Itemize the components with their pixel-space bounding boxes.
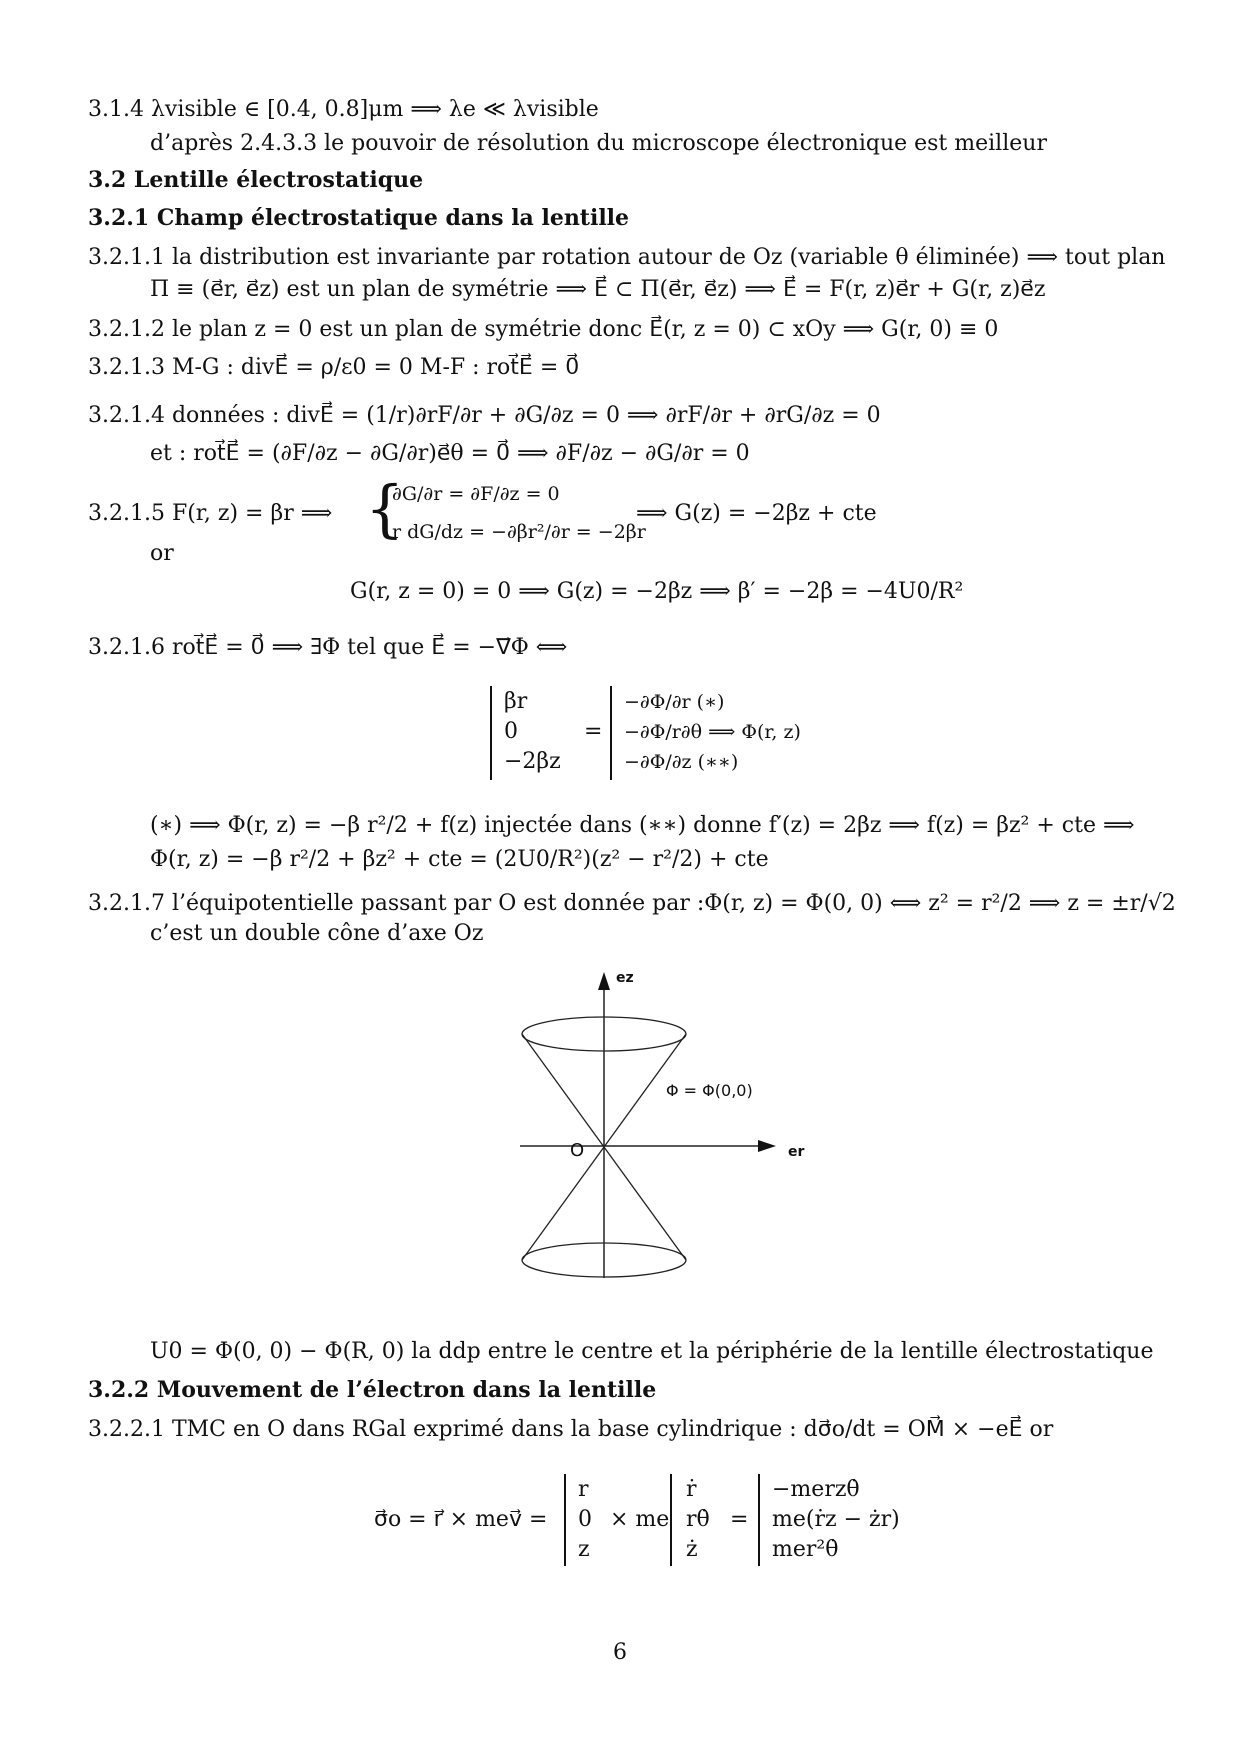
heading-3-2-2: 3.2.2 Mouvement de l’électron dans la lentille [88,1377,657,1403]
vector-entry: ṙ [686,1477,697,1502]
vector-entry: −merzθ̇ [772,1477,860,1502]
matrix-entry: −∂Φ/∂z (∗∗) [624,751,739,773]
section-3-2-1-4-cont: et : rot⃗E⃗ = (∂F/∂z − ∂G/∂r)e⃗θ = 0⃗ ⟹ ∂F/∂z − ∂G/∂r = 0 [150,441,750,466]
vector-entry: rθ̇ [686,1507,710,1532]
matrix-equals: = [584,719,603,744]
vector-entry: ż [686,1537,698,1562]
section-3-2-1-1: 3.2.1.1 la distribution est invariante par rotation autour de Oz (variable θ éliminée) ⟹ tout plan [88,245,1166,270]
section-3-2-1-5-line2: r dG/dz = −∂βr²/∂r = −2βr [392,521,646,543]
section-3-2-1-1-cont: Π ≡ (e⃗r, e⃗z) est un plan de symétrie ⟹ E⃗ ⊂ Π(e⃗r, e⃗z) ⟹ E⃗ = F(r, z)e⃗r + G(r, z)e⃗z [150,277,1046,302]
section-3-2-1-6: 3.2.1.6 rot⃗E⃗ = 0⃗ ⟹ ∃Φ tel que E⃗ = −∇⃗Φ ⟺ [88,635,568,660]
er-label: er [788,1144,805,1160]
section-3-2-1-2: 3.2.1.2 le plan z = 0 est un plan de symétrie donc E⃗(r, z = 0) ⊂ xOy ⟹ G(r, 0) ≡ 0 [88,317,999,342]
section-3-2-1-5-result: ⟹ G(z) = −2βz + cte [636,501,877,526]
vector-entry: 0 [578,1507,592,1532]
matrix-entry: −2βz [504,749,561,774]
vector-entry: mer²θ̇ [772,1537,839,1562]
section-3-2-1-4: 3.2.1.4 données : divE⃗ = (1/r)∂rF/∂r + ∂G/∂z = 0 ⟹ ∂rF/∂r + ∂rG/∂z = 0 [88,403,881,428]
or-text: or [150,541,174,566]
potential-result: Φ(r, z) = −β r²/2 + βz² + cte = (2U0/R²)(z² − r²/2) + cte [150,847,769,872]
potential-derivation: (∗) ⟹ Φ(r, z) = −β r²/2 + f(z) injectée dans (∗∗) donne f′(z) = 2βz ⟹ f(z) = βz² + cte ⟹ [150,813,1135,838]
vector-entry: me(ṙz − żr) [772,1507,900,1532]
sigma-lhs: σ⃗o = r⃗ × mev⃗ = [374,1507,548,1532]
section-3-2-1-7: 3.2.1.7 l’équipotentielle passant par O est donnée par :Φ(r, z) = Φ(0, 0) ⟺ z² = r²/2 ⟹ z = ±r/√2 [88,891,1176,916]
origin-label: O [570,1140,585,1161]
section-3-2-1-5-line1: ∂G/∂r = ∂F/∂z = 0 [392,483,560,505]
ez-label: ez [616,970,634,986]
resolution-text: d’après 2.4.3.3 le pouvoir de résolution du microscope électronique est meilleur [150,131,1047,156]
section-3-2-2-1: 3.2.2.1 TMC en O dans RGal exprimé dans la base cylindrique : dσ⃗o/dt = OM⃗ × −eE⃗ or [88,1417,1054,1442]
double-cone-text: c’est un double cône d’axe Oz [150,921,484,946]
times-me: × me [610,1507,670,1532]
section-3-2-1-5-eq: G(r, z = 0) = 0 ⟹ G(z) = −2βz ⟹ β′ = −2β = −4U0/R² [350,579,964,604]
vector-entry: r [578,1477,589,1502]
matrix-entry: βr [504,689,528,714]
heading-3-2-1: 3.2.1 Champ électrostatique dans la lentille [88,205,630,231]
u0-definition: U0 = Φ(0, 0) − Φ(R, 0) la ddp entre le centre et la périphérie de la lentille électrostatique [150,1339,1154,1364]
vector-entry: z [578,1537,590,1562]
matrix-entry: 0 [504,719,518,744]
page-number: 6 [613,1640,627,1665]
equipotential-label: Φ = Φ(0,0) [666,1081,753,1100]
section-3-1-4: 3.1.4 λvisible ∈ [0.4, 0.8]μm ⟹ λe ≪ λvisible [88,97,599,122]
brace: { [365,472,405,545]
equals-sign: = [730,1507,749,1532]
matrix-entry: −∂Φ/∂r (∗) [624,691,725,713]
section-3-2-1-3: 3.2.1.3 M-G : divE⃗ = ρ/ε0 = 0 M-F : rot⃗E⃗ = 0⃗ [88,355,580,380]
heading-3-2: 3.2 Lentille électrostatique [88,167,424,193]
section-3-2-1-5: 3.2.1.5 F(r, z) = βr ⟹ [88,501,333,526]
double-cone-figure [500,960,840,1290]
matrix-entry: −∂Φ/r∂θ ⟹ Φ(r, z) [624,721,801,743]
